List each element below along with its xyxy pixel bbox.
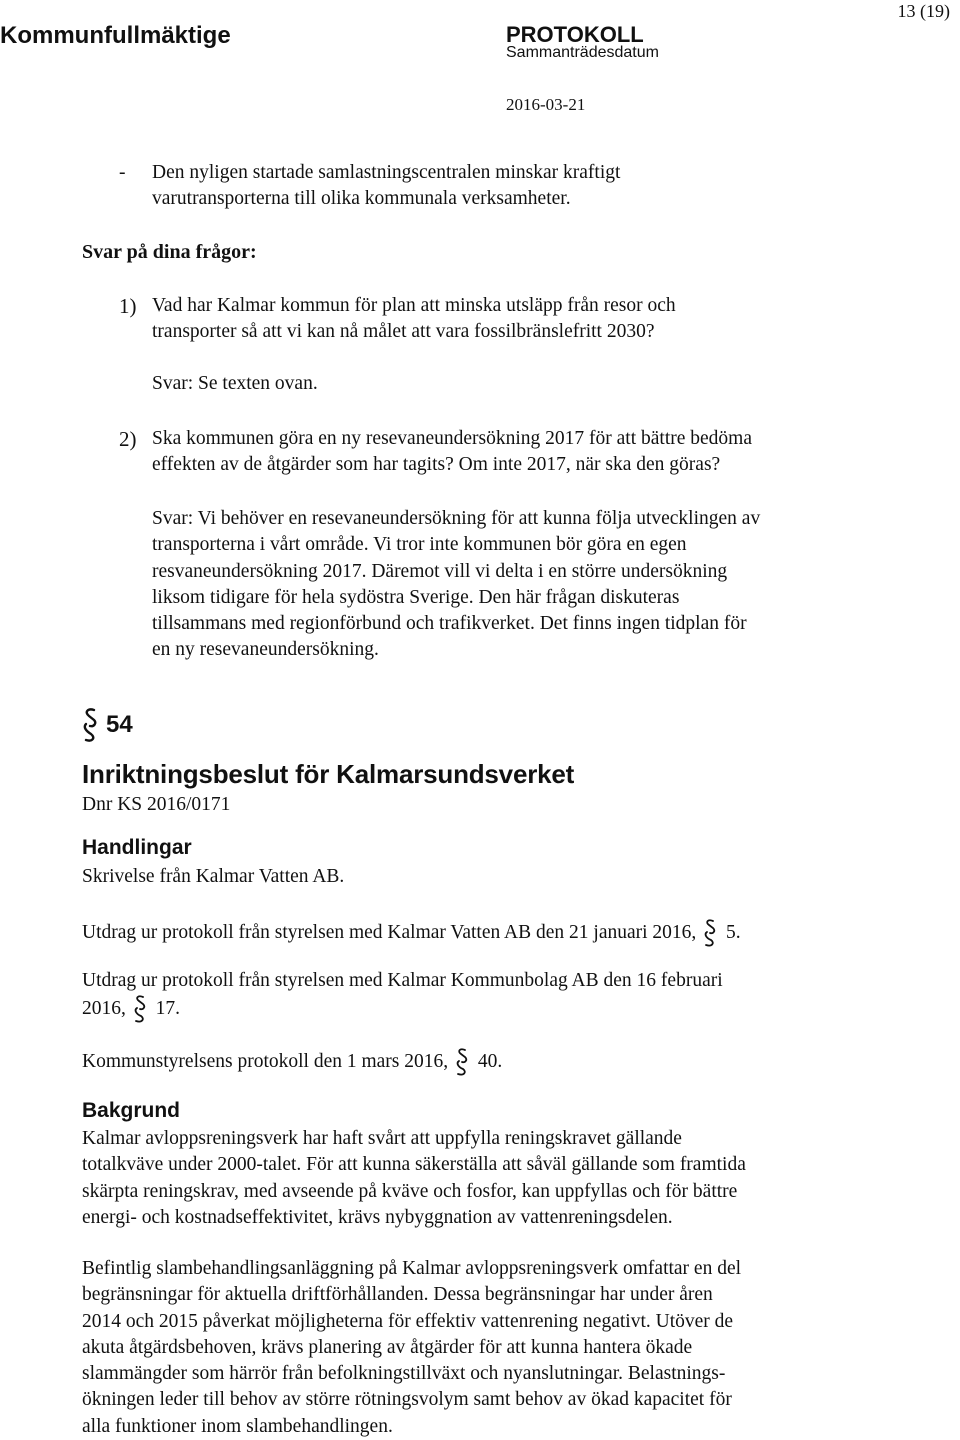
- question-1-number: 1): [119, 294, 137, 318]
- utdrag-2-year: 2016,: [82, 998, 126, 1020]
- utdrag-1-text: Utdrag ur protokoll från styrelsen med Kalmar Vatten AB den 21 januari 2016,: [82, 922, 697, 943]
- bullet-line-1: Den nyligen startade samlastningscentralen minskar kraftigt: [152, 162, 621, 183]
- utdrag-1-ref: 5.: [726, 922, 741, 943]
- answer-2-line: liksom tidigare för hela sydöstra Sverige. Den här frågan diskuteras: [152, 586, 680, 608]
- section-mark-icon: [133, 994, 147, 1020]
- paragraph-line: ökningen leder till behov av större rötningsvolym samt behov av ökad kapacitet för: [82, 1389, 732, 1411]
- ks-protokoll-text: Kommunstyrelsens protokoll den 1 mars 2016,: [82, 1051, 449, 1072]
- answer-2-line: tillsammans med regionförbund och trafikverket. Det finns ingen tidplan för: [152, 613, 747, 635]
- paragraph-line: Befintlig slambehandlingsanläggning på Kalmar avloppsreningsverk omfattar en del: [82, 1258, 742, 1279]
- handlingar-heading: Handlingar: [82, 836, 192, 859]
- answer-1: Svar: Se texten ovan.: [152, 373, 318, 394]
- date-value: 2016-03-21: [506, 95, 586, 114]
- paragraph-line: skärpta reningskrav, med avseende på kväve och fosfor, kan uppfyllas och för bättre: [82, 1180, 738, 1202]
- utdrag-2: [82, 968, 723, 1023]
- section-title: Inriktningsbeslut för Kalmarsundsverket: [82, 759, 575, 789]
- utdrag-2-line-2: [82, 994, 723, 1022]
- answers-heading: Svar på dina frågor:: [82, 241, 257, 263]
- answer-2-line: transporterna i vårt område. Vi tror inte kommunen bör göra en egen: [152, 534, 687, 556]
- section-mark-icon: [82, 707, 98, 748]
- paragraph-line: alla funktioner inom slambehandlingen.: [82, 1415, 393, 1437]
- paragraph-line: akuta åtgärdsbehoven, krävs planering av åtgärder för att kunna hantera ökade: [82, 1336, 693, 1358]
- utdrag-2-ref: 17.: [155, 998, 180, 1020]
- organ-title: Kommunfullmäktige: [0, 22, 231, 49]
- answer-2-line: en ny resevaneundersökning.: [152, 639, 379, 661]
- answer-2-line: resvaneundersökning 2017. Däremot vill vi delta i en större undersökning: [152, 560, 728, 582]
- question-2-line-1: Ska kommunen göra en ny resevaneundersökning 2017 för att bättre bedöma: [152, 428, 752, 449]
- answer-2-line: Svar: Vi behöver en resevaneundersökning för att kunna följa utvecklingen av: [152, 508, 761, 529]
- paragraph-line: slammängder som härrör från befolkningstillväxt och nyanslutningar. Belastnings-: [82, 1363, 726, 1385]
- question-1-line-2: transporter så att vi kan nå målet att vara fossilbränslefritt 2030?: [152, 321, 655, 342]
- document-type: PROTOKOLL: [506, 22, 644, 47]
- paragraph-line: Kalmar avloppsreningsverk har haft svårt att uppfylla reningskravet gällande: [82, 1128, 682, 1149]
- answer-2: [152, 506, 760, 664]
- utdrag-1: [82, 918, 741, 946]
- utdrag-2-line-1: Utdrag ur protokoll från styrelsen med Kalmar Kommunbolag AB den 16 februari: [82, 970, 723, 991]
- ks-protokoll: [82, 1047, 502, 1075]
- question-1-line-1: Vad har Kalmar kommun för plan att minska utsläpp från resor och: [152, 295, 676, 316]
- paragraph-line: energi- och kostnadseffektivitet, krävs nybyggnation av vattenreningsdelen.: [82, 1206, 673, 1228]
- paragraph-line: 2014 och 2015 påverkat möjligheterna för effektiv vattenrening negativt. Utöver de: [82, 1310, 734, 1332]
- bakgrund-paragraph-1: [82, 1126, 746, 1231]
- paragraph-line: totalkväve under 2000-talet. För att kunna säkerställa att såväl gällande som framtida: [82, 1154, 746, 1176]
- page-number: 13 (19): [897, 1, 950, 21]
- bakgrund-paragraph-2: [82, 1256, 741, 1440]
- ks-protokoll-ref: 40.: [477, 1051, 503, 1072]
- section-mark-icon: [703, 918, 717, 944]
- bullet-dash: -: [119, 162, 126, 183]
- bakgrund-heading: Bakgrund: [82, 1099, 181, 1122]
- date-label: Sammanträdesdatum: [506, 44, 659, 61]
- bullet-line-2: varutransporterna till olika kommunala verksamheter.: [152, 188, 571, 209]
- diary-number: Dnr KS 2016/0171: [82, 794, 231, 815]
- question-2-number: 2): [119, 427, 137, 451]
- section-number: 54: [106, 711, 133, 738]
- section-mark-icon: [455, 1047, 469, 1073]
- question-2-line-2: effekten av de åtgärder som har tagits? Om inte 2017, när ska den göras?: [152, 454, 721, 475]
- handlingar-item: Skrivelse från Kalmar Vatten AB.: [82, 866, 345, 887]
- paragraph-line: begränsningar för aktuella driftförhållanden. Dessa begränsningar har under åren: [82, 1284, 713, 1306]
